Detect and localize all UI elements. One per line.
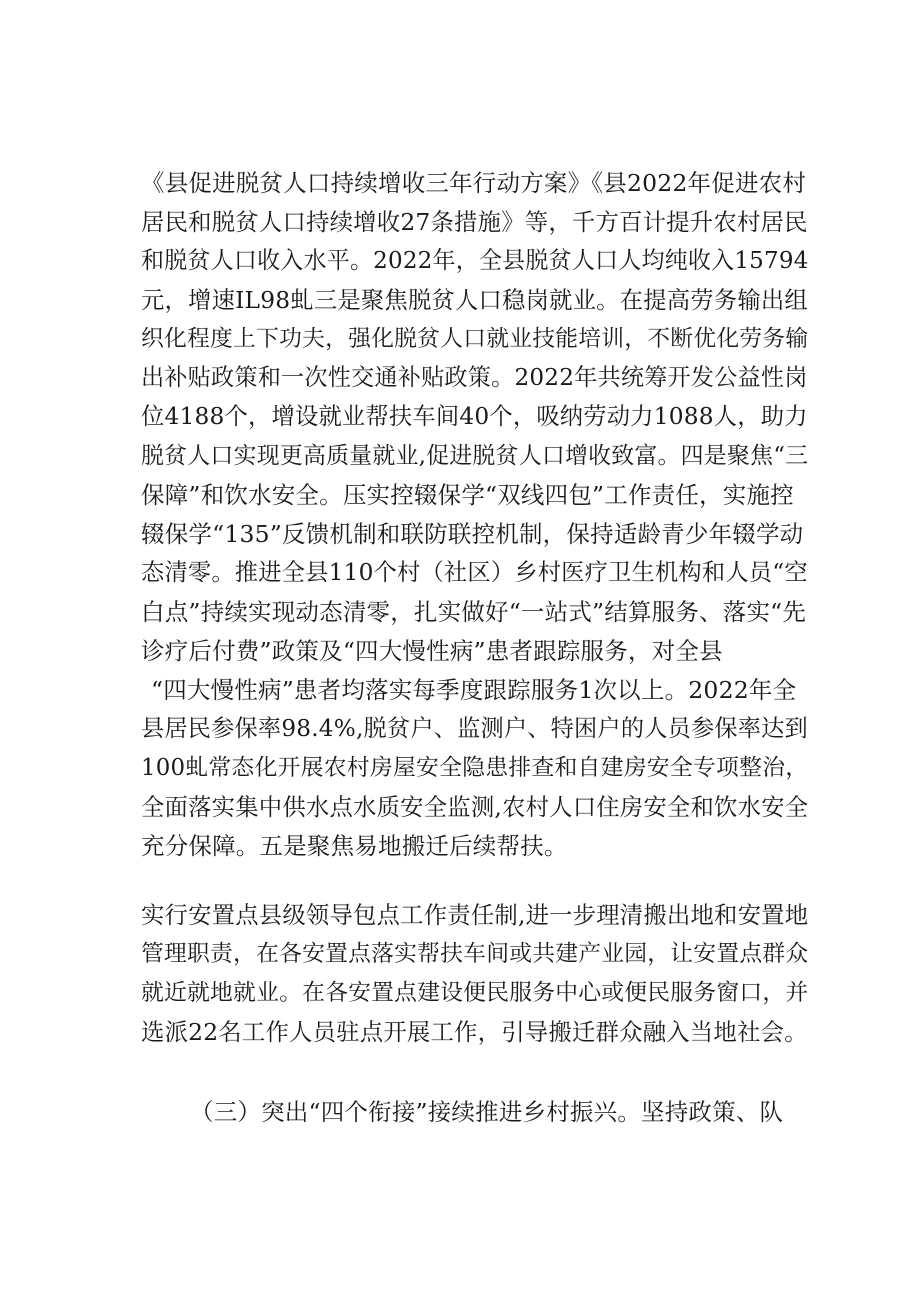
text-line: 选派22名工作人员驻点开展工作，引导搬迁群众融入当地社会。	[141, 1018, 808, 1046]
text-line: 位4188个，增设就业帮扶车间40个，吸纳劳动力1088人，助力	[141, 403, 808, 430]
text-line: 出补贴政策和一次性交通补贴政策。2022年共统筹开发公益性岗	[141, 365, 808, 391]
text-line: 《县促进脱贫人口持续增收三年行动方案》《县2022年促进农村	[141, 169, 807, 197]
text-line: 辍保学“135”反馈机制和联防联控机制，保持适龄青少年辍学动	[141, 520, 804, 548]
text-line: 诊疗后付费”政策及“四大慢性病”患者跟踪服务，对全县	[141, 637, 723, 665]
text-line: 居民和脱贫人口持续增收27条措施》等，千方百计提升农村居民	[141, 208, 808, 236]
text-line: 100虬常态化开展农村房屋安全隐患排查和自建房安全专项整治，	[141, 755, 809, 781]
text-line: 态清零。推进全县110个村（社区）乡村医疗卫生机构和人员“空	[141, 559, 808, 586]
text-line: 县居民参保率98.4%,脱贫户、监测户、特困户的人员参保率达到	[141, 715, 808, 742]
text-line: 就近就地就业。在各安置点建设便民服务中心或便民服务窗口，并	[141, 980, 809, 1006]
text-line: 和脱贫人口收入水平。2022年，全县脱贫人口人均纯收入15794	[141, 248, 809, 274]
text-line: 脱贫人口实现更高质量就业,促进脱贫人口增收致富。四是聚焦“三	[141, 443, 809, 469]
text-line: 充分保障。五是聚焦易地搬迁后续帮扶。	[141, 832, 568, 860]
text-line: 管理职责，在各安置点落实帮扶车间或共建产业园，让安置点群众	[141, 941, 809, 967]
text-line: 白点”持续实现动态清零，扎实做好“一站式”结算服务、落实“先	[141, 598, 807, 626]
text-line: 保障”和饮水安全。压实控辍保学“双线四包”工作责任，实施控	[141, 481, 794, 509]
text-line: 全面落实集中供水点水质安全监测,农村人口住房安全和饮水安全	[141, 793, 809, 821]
section-heading-line: （三）突出“四个衔接”接续推进乡村振兴。坚持政策、队	[190, 1098, 784, 1126]
text-line: 织化程度上下功夫，强化脱贫人口就业技能培训，不断优化劳务输	[141, 326, 809, 352]
text-line: “四大慢性病”患者均落实每季度跟踪服务1次以上。2022年全	[151, 676, 797, 704]
text-line: 实行安置点县级领导包点工作责任制,进一步理清搬出地和安置地	[141, 901, 809, 929]
text-line: 元，增速IL98虬三是聚焦脱贫人口稳岗就业。在提高劳务输出组	[141, 286, 808, 314]
